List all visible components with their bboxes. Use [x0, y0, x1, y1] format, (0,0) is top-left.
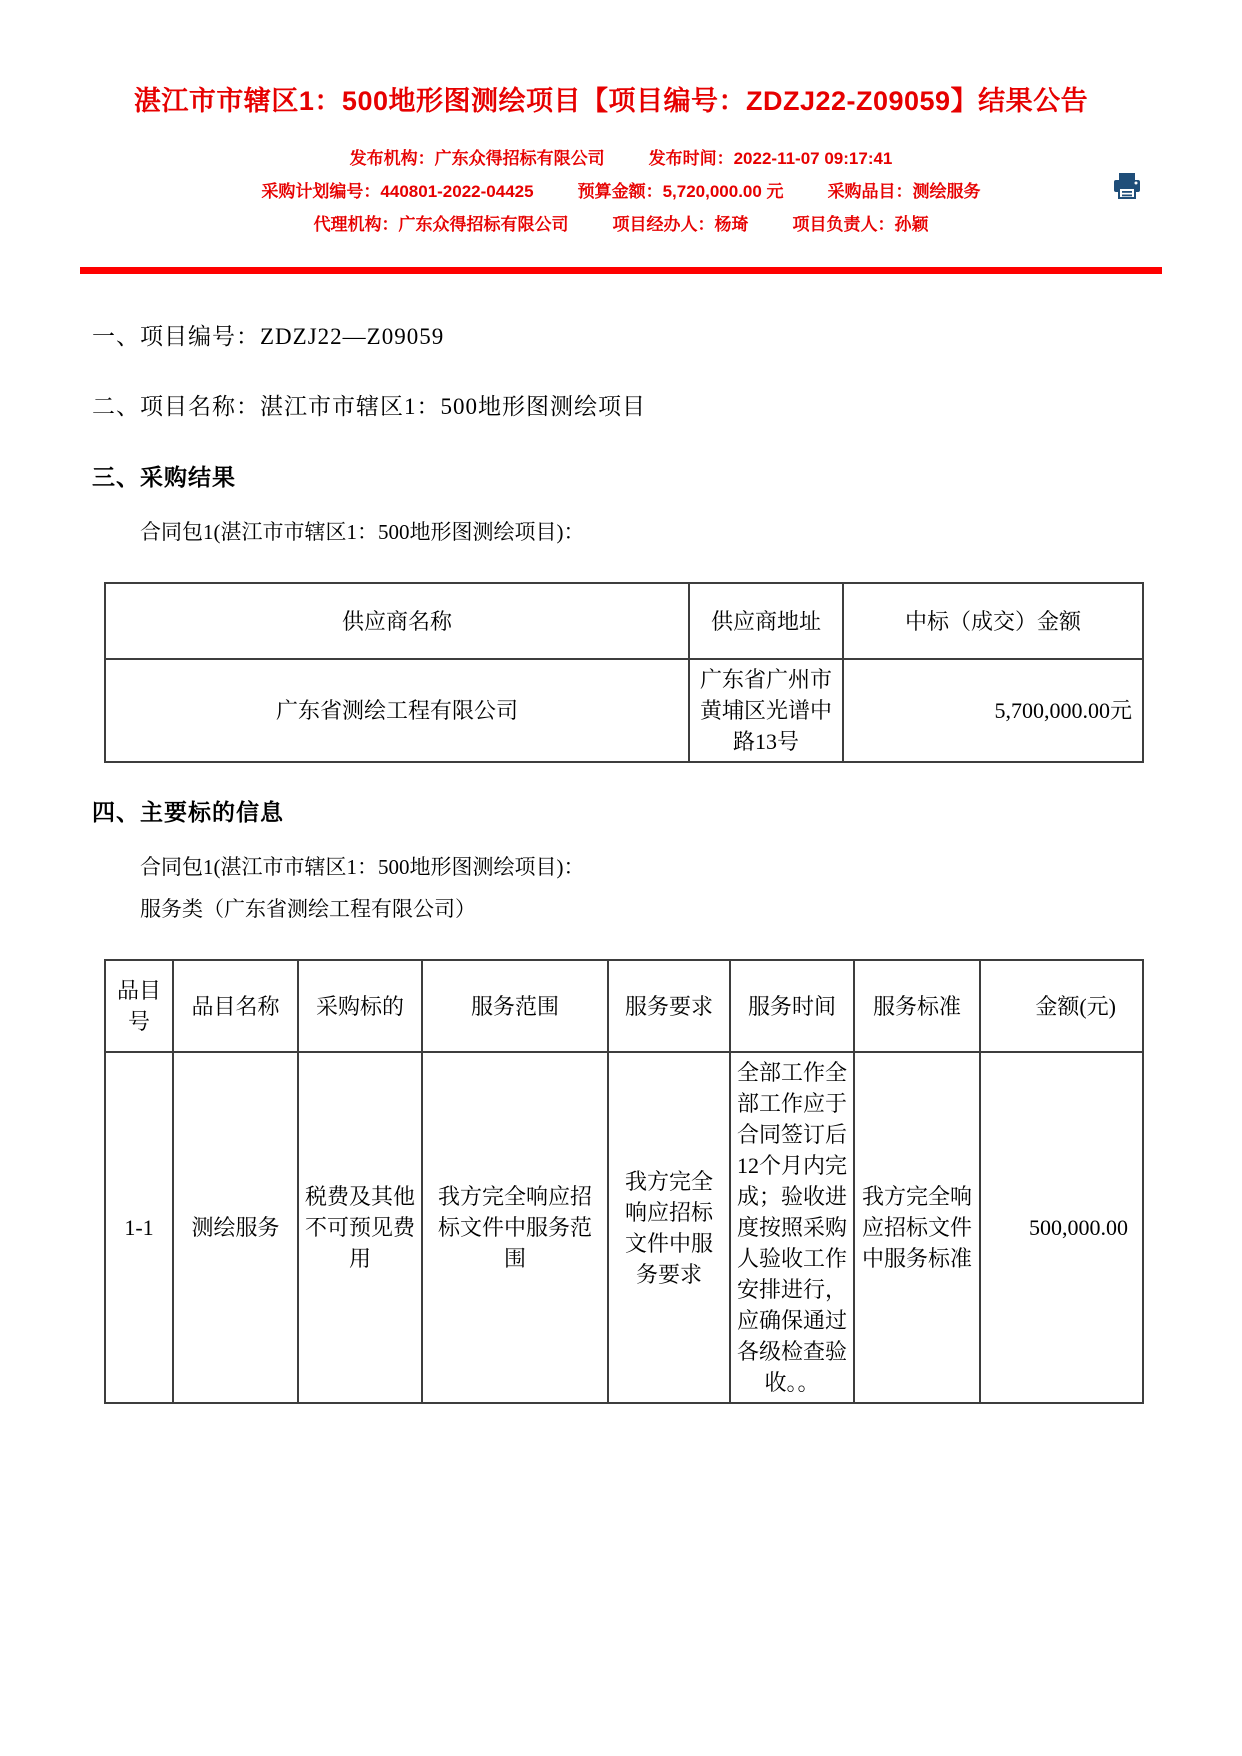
- red-divider: [80, 267, 1162, 274]
- cell-supplier-name: 广东省测绘工程有限公司: [105, 659, 689, 762]
- header-requirement: 服务要求: [608, 960, 730, 1052]
- meta-publish-time: 发布时间：2022-11-07 09:17:41: [648, 149, 893, 168]
- cell-item-no: 1-1: [105, 1052, 173, 1403]
- section-procurement-result: 三、采购结果: [92, 464, 236, 490]
- cell-target: 税费及其他不可预见费用: [298, 1052, 422, 1403]
- suppliers-table-row: [105, 659, 1143, 762]
- meta-block: [0, 142, 1242, 241]
- meta-budget: 预算金额：5,720,000.00 元: [577, 182, 784, 201]
- category-line: 服务类（广东省测绘工程有限公司）: [140, 897, 476, 921]
- cell-award-amount: 5,700,000.00元: [843, 659, 1143, 762]
- meta-line-1: [0, 142, 1242, 175]
- header-scope: 服务范围: [422, 960, 608, 1052]
- header-item-name: 品目名称: [173, 960, 298, 1052]
- suppliers-table: [104, 582, 1144, 763]
- meta-line-2: [0, 175, 1242, 208]
- header-time: 服务时间: [730, 960, 854, 1052]
- meta-leader: 项目负责人：孙颖: [792, 215, 929, 234]
- title-row: [0, 84, 1242, 118]
- bid-items-table: [104, 959, 1144, 1404]
- page-title: 湛江市市辖区1：500地形图测绘项目【项目编号：ZDZJ22-Z09059】结果公告: [133, 86, 1089, 116]
- bid-items-row: [105, 1052, 1143, 1403]
- suppliers-table-header-row: [105, 583, 1143, 659]
- meta-publisher: 发布机构：广东众得招标有限公司: [349, 149, 605, 168]
- cell-item-name: 测绘服务: [173, 1052, 298, 1403]
- header-supplier-address: 供应商地址: [689, 583, 843, 659]
- meta-agency: 代理机构：广东众得招标有限公司: [313, 215, 569, 234]
- package-line-bid-info: 合同包1(湛江市市辖区1：500地形图测绘项目)：: [140, 855, 585, 879]
- cell-time: 全部工作全部工作应于合同签订后12个月内完成；验收进度按照采购人验收工作安排进行，应确保通过各级检查验收。。: [730, 1052, 854, 1403]
- cell-requirement: 我方完全响应招标文件中服务要求: [608, 1052, 730, 1403]
- meta-plan-no: 采购计划编号：440801-2022-04425: [261, 182, 534, 201]
- meta-category: 采购品目：测绘服务: [827, 182, 981, 201]
- header-amount: 金额(元): [980, 960, 1143, 1052]
- cell-supplier-address: 广东省广州市黄埔区光谱中路13号: [689, 659, 843, 762]
- header-standard: 服务标准: [854, 960, 980, 1052]
- header-target: 采购标的: [298, 960, 422, 1052]
- print-button[interactable]: [1112, 172, 1142, 200]
- section-main-bid-info: 四、主要标的信息: [92, 799, 284, 825]
- header-item-no: 品目号: [105, 960, 173, 1052]
- header-supplier-name: 供应商名称: [105, 583, 689, 659]
- meta-handler: 项目经办人：杨琦: [612, 215, 749, 234]
- document-body: [0, 322, 1242, 1404]
- section-project-name: 二、项目名称：湛江市市辖区1：500地形图测绘项目: [92, 394, 646, 419]
- meta-line-3: [0, 208, 1242, 241]
- header-award-amount: 中标（成交）金额: [843, 583, 1143, 659]
- printer-icon: [1112, 172, 1142, 200]
- section-project-number: 一、项目编号：ZDZJ22—Z09059: [92, 324, 445, 349]
- cell-amount: 500,000.00: [980, 1052, 1143, 1403]
- bid-items-header-row: [105, 960, 1143, 1052]
- cell-standard: 我方完全响应招标文件中服务标准: [854, 1052, 980, 1403]
- package-line-result: 合同包1(湛江市市辖区1：500地形图测绘项目)：: [140, 520, 585, 544]
- cell-scope: 我方完全响应招标文件中服务范围: [422, 1052, 608, 1403]
